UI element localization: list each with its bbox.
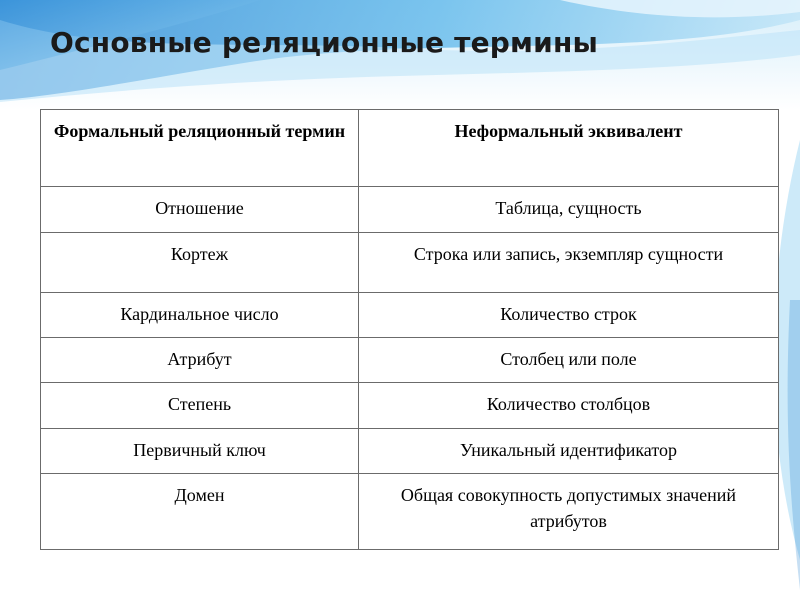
formal-term-cell: Отношение <box>41 187 359 233</box>
formal-term-cell: Первичный ключ <box>41 429 359 474</box>
table-header-row <box>41 110 779 187</box>
informal-equivalent-cell: Количество столбцов <box>359 383 779 429</box>
formal-term-cell: Домен <box>41 474 359 550</box>
informal-equivalent-cell: Таблица, сущность <box>359 187 779 233</box>
table-row <box>41 338 779 383</box>
column-header-informal: Неформальный эквивалент <box>359 110 779 187</box>
formal-term-cell: Степень <box>41 383 359 429</box>
column-header-formal: Формальный реляционный термин <box>41 110 359 187</box>
informal-equivalent-cell: Уникальный идентификатор <box>359 429 779 474</box>
informal-equivalent-cell: Строка или запись, экземпляр сущности <box>359 233 779 293</box>
table-row <box>41 233 779 293</box>
table-row <box>41 474 779 550</box>
slide-title: Основные реляционные термины <box>50 26 599 59</box>
informal-equivalent-cell: Количество строк <box>359 293 779 338</box>
informal-equivalent-cell: Столбец или поле <box>359 338 779 383</box>
formal-term-cell: Кардинальное число <box>41 293 359 338</box>
table-row <box>41 187 779 233</box>
table-row <box>41 293 779 338</box>
informal-equivalent-cell: Общая совокупность допустимых значений атрибутов <box>359 474 779 550</box>
formal-term-cell: Атрибут <box>41 338 359 383</box>
formal-term-cell: Кортеж <box>41 233 359 293</box>
table-row <box>41 429 779 474</box>
terms-table <box>40 109 779 550</box>
table-row <box>41 383 779 429</box>
